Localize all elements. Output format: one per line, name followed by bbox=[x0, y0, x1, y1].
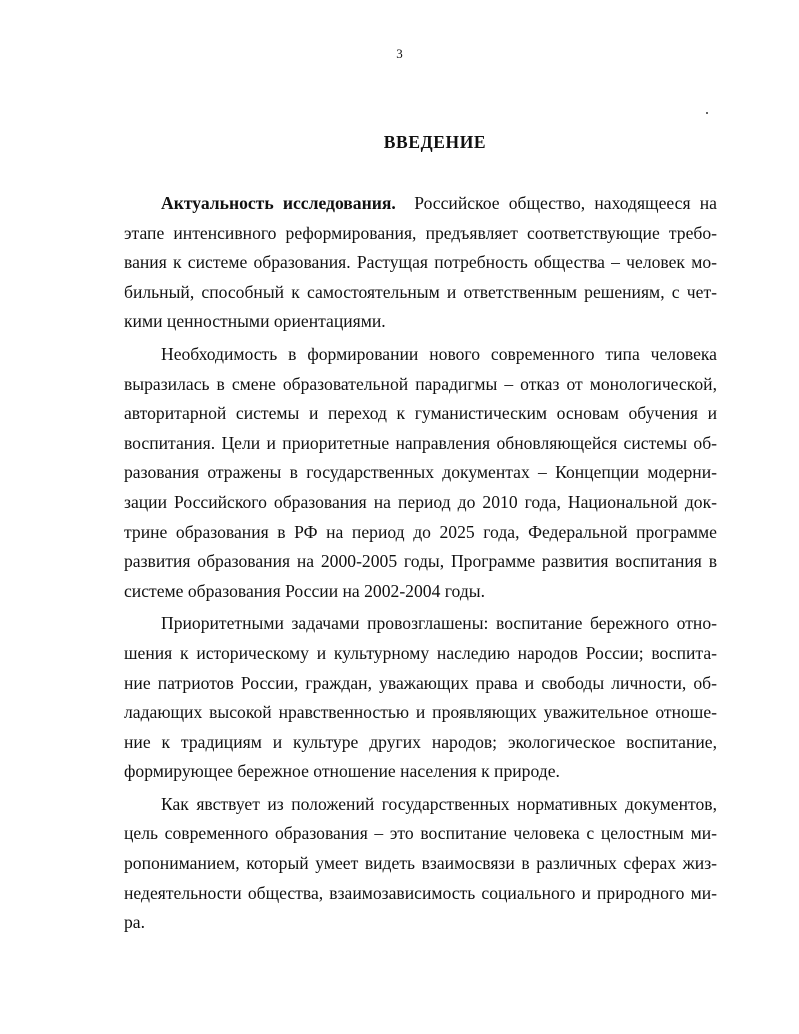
text-line: ра. bbox=[124, 912, 146, 933]
text-line: Необходимость в формировании нового современного типа человека bbox=[161, 343, 717, 364]
text-line: воспитания. Цели и приоритетные направления обновляющейся системы об- bbox=[124, 432, 717, 453]
text-line: ладающих высокой нравственностью и проявляющих уважительное отноше- bbox=[124, 702, 717, 723]
text-line: вания к системе образования. Растущая потребность общества – человек мо- bbox=[124, 252, 717, 273]
scan-speck bbox=[706, 112, 708, 114]
text-line: трине образования в РФ на период до 2025 года, Федеральной программе bbox=[124, 521, 717, 542]
page-number: 3 bbox=[396, 46, 403, 61]
text-line: системе образования России на 2002-2004 годы. bbox=[124, 580, 485, 601]
text-line: ние патриотов России, граждан, уважающих права и свободы личности, об- bbox=[124, 672, 717, 693]
text-line: разования отражены в государственных документах – Концепции модерни- bbox=[124, 462, 717, 483]
section-heading: ВВЕДЕНИЕ bbox=[383, 132, 487, 152]
paragraph-goal bbox=[124, 790, 717, 938]
text-line: шения к историческому и культурному наследию народов России; воспита- bbox=[124, 642, 717, 663]
paragraph-paradigm bbox=[124, 340, 717, 606]
text-line: цель современного образования – это воспитание человека с целостным ми- bbox=[124, 823, 717, 844]
text-line: выразилась в смене образовательной парадигмы – отказ от монологической, bbox=[124, 373, 717, 394]
text-line: кими ценностными ориентациями. bbox=[124, 311, 386, 332]
text-line: авторитарной системы и переход к гуманистическим основам обучения и bbox=[124, 403, 717, 424]
text-line: ропониманием, который умеет видеть взаимосвязи в различных сферах жиз- bbox=[124, 853, 717, 874]
text-line: зации Российского образования на период до 2010 года, Национальной док- bbox=[124, 491, 717, 512]
text-line: развития образования на 2000-2005 годы, Программе развития воспитания в bbox=[124, 551, 717, 572]
paragraph-priorities bbox=[124, 609, 717, 787]
text-line: ние к традициям и культуре других народов; экологическое воспитание, bbox=[124, 731, 717, 752]
text-line: Приоритетными задачами провозглашены: воспитание бережного отно- bbox=[161, 613, 717, 634]
paragraph-relevance bbox=[124, 189, 717, 337]
lead-phrase: Актуальность исследования. bbox=[161, 193, 396, 213]
text-line: бильный, способный к самостоятельным и ответственным решениям, с чет- bbox=[124, 281, 717, 302]
text-line: Как явствует из положений государственных нормативных документов, bbox=[161, 793, 717, 814]
text-line: недеятельности общества, взаимозависимость социального и природного ми- bbox=[124, 882, 717, 903]
document-body bbox=[124, 189, 717, 941]
text-line: Актуальность исследования. Российское общество, находящееся на bbox=[161, 193, 717, 213]
text-line: формирующее бережное отношение населения к природе. bbox=[124, 761, 560, 782]
text-line: этапе интенсивного реформирования, предъявляет соответствующие требо- bbox=[124, 222, 717, 243]
